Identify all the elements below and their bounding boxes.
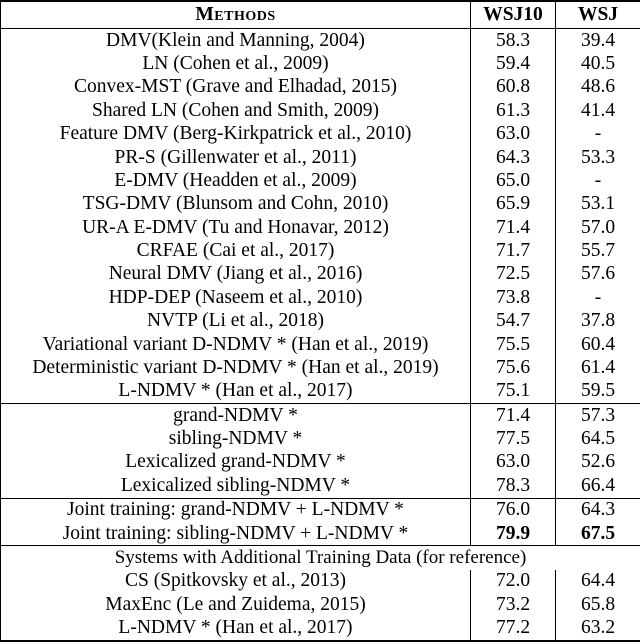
wsj10-cell: 75.5 [471,333,556,356]
table-row [1,76,640,99]
table-row [1,239,640,262]
wsj10-cell: 64.3 [471,146,556,169]
table-row [1,193,640,216]
method-cell: MaxEnc (Le and Zuidema, 2015) [1,593,471,616]
wsj10-cell: 71.4 [471,216,556,239]
method-cell: UR-A E-DMV (Tu and Honavar, 2012) [1,216,471,239]
method-cell: CS (Spitkovsky et al., 2013) [1,570,471,593]
table-row [1,310,640,333]
table-row [1,99,640,122]
table-row [1,169,640,192]
method-cell: Deterministic variant D-NDMV * (Han et al., 2019) [1,356,471,379]
method-cell: NVTP (Li et al., 2018) [1,310,471,333]
wsj-cell: - [556,286,640,309]
wsj-cell: 66.4 [556,474,640,498]
wsj-cell: 39.4 [556,29,640,53]
wsj-cell: 63.2 [556,616,640,641]
method-cell: DMV(Klein and Manning, 2004) [1,29,471,53]
table-row [1,593,640,616]
wsj-cell: 57.3 [556,404,640,428]
method-cell: TSG-DMV (Blunsom and Cohn, 2010) [1,193,471,216]
header-row [1,1,640,29]
wsj10-cell: 78.3 [471,474,556,498]
wsj10-cell: 71.4 [471,404,556,428]
table-row [1,52,640,75]
wsj-cell: 41.4 [556,99,640,122]
table-row [1,451,640,474]
header-methods: Methods [1,1,471,29]
wsj-cell: 52.6 [556,451,640,474]
table-row [1,286,640,309]
wsj-cell: 60.4 [556,333,640,356]
wsj10-cell: 65.0 [471,169,556,192]
wsj-cell: 67.5 [556,522,640,546]
wsj10-cell: 76.0 [471,498,556,522]
section-title: Systems with Additional Training Data (for reference) [1,546,640,570]
method-cell: HDP-DEP (Naseem et al., 2010) [1,286,471,309]
wsj-cell: - [556,123,640,146]
method-cell: Lexicalized sibling-NDMV * [1,474,471,498]
table-row [1,216,640,239]
table-body [1,29,640,642]
method-cell: Neural DMV (Jiang et al., 2016) [1,263,471,286]
table-row [1,123,640,146]
table-row [1,263,640,286]
wsj10-cell: 65.9 [471,193,556,216]
wsj10-cell: 63.0 [471,451,556,474]
wsj10-cell: 72.5 [471,263,556,286]
table-row [1,522,640,546]
wsj10-cell: 72.0 [471,570,556,593]
method-cell: grand-NDMV * [1,404,471,428]
method-cell: Joint training: grand-NDMV + L-NDMV * [1,498,471,522]
wsj-cell: 65.8 [556,593,640,616]
method-cell: Convex-MST (Grave and Elhadad, 2015) [1,76,471,99]
wsj-cell: 59.5 [556,380,640,404]
wsj10-cell: 77.2 [471,616,556,641]
method-cell: LN (Cohen et al., 2009) [1,52,471,75]
wsj-cell: 57.0 [556,216,640,239]
wsj10-cell: 73.8 [471,286,556,309]
wsj-cell: 40.5 [556,52,640,75]
wsj-cell: 64.3 [556,498,640,522]
wsj10-cell: 71.7 [471,239,556,262]
method-cell: Joint training: sibling-NDMV + L-NDMV * [1,522,471,546]
method-cell: Feature DMV (Berg-Kirkpatrick et al., 2010) [1,123,471,146]
header-wsj10: WSJ10 [471,1,556,29]
table-row [1,616,640,641]
wsj10-cell: 63.0 [471,123,556,146]
method-cell: E-DMV (Headden et al., 2009) [1,169,471,192]
wsj-cell: 64.4 [556,570,640,593]
method-cell: Lexicalized grand-NDMV * [1,451,471,474]
wsj-cell: 53.1 [556,193,640,216]
table-row [1,570,640,593]
wsj10-cell: 58.3 [471,29,556,53]
wsj-cell: 64.5 [556,427,640,450]
table-row [1,380,640,404]
wsj10-cell: 60.8 [471,76,556,99]
wsj-cell: 61.4 [556,356,640,379]
wsj10-cell: 75.6 [471,356,556,379]
wsj10-cell: 79.9 [471,522,556,546]
method-cell: sibling-NDMV * [1,427,471,450]
table-row [1,427,640,450]
wsj10-cell: 75.1 [471,380,556,404]
method-cell: PR-S (Gillenwater et al., 2011) [1,146,471,169]
table-row [1,29,640,53]
method-cell: CRFAE (Cai et al., 2017) [1,239,471,262]
wsj10-cell: 54.7 [471,310,556,333]
wsj10-cell: 59.4 [471,52,556,75]
wsj-cell: 37.8 [556,310,640,333]
method-cell: L-NDMV * (Han et al., 2017) [1,380,471,404]
wsj10-cell: 61.3 [471,99,556,122]
table-row [1,146,640,169]
wsj-cell: 55.7 [556,239,640,262]
wsj10-cell: 77.5 [471,427,556,450]
wsj-cell: 53.3 [556,146,640,169]
method-cell: Shared LN (Cohen and Smith, 2009) [1,99,471,122]
table-row [1,498,640,522]
wsj-cell: 57.6 [556,263,640,286]
table-row [1,404,640,428]
table-row [1,356,640,379]
method-cell: L-NDMV * (Han et al., 2017) [1,616,471,641]
header-wsj: WSJ [556,1,640,29]
method-cell: Variational variant D-NDMV * (Han et al., 2019) [1,333,471,356]
table-row [1,333,640,356]
wsj10-cell: 73.2 [471,593,556,616]
wsj-cell: 48.6 [556,76,640,99]
table-row [1,474,640,498]
section-title-row [1,546,640,570]
wsj-cell: - [556,169,640,192]
